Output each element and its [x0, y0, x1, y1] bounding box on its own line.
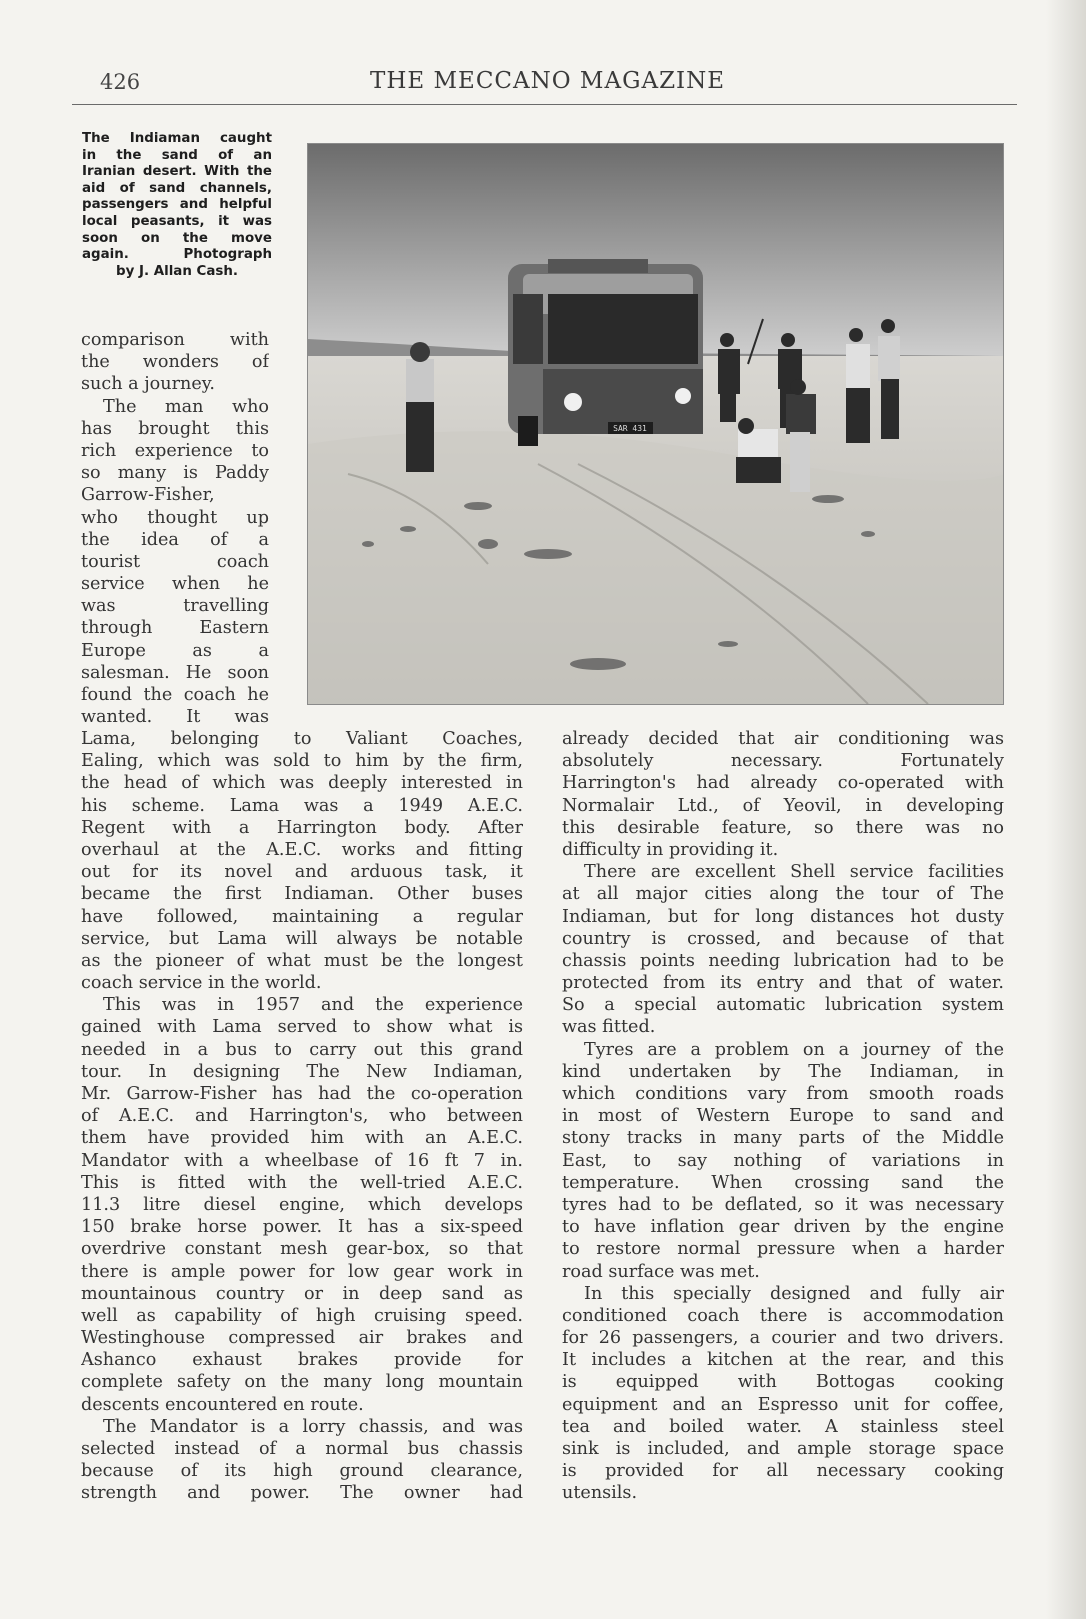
caption-line: passengers and helpful: [82, 197, 272, 213]
page-number: 426: [100, 70, 141, 94]
text-line: needed in a bus to carry out this grand: [81, 1039, 523, 1060]
text-line: became the first Indiaman. Other buses: [81, 884, 523, 905]
text-line: the head of which was deeply interested in: [81, 773, 523, 794]
text-line: at all major cities along the tour of The: [562, 884, 1004, 905]
text-line: Mr. Garrow-Fisher has had the co-operation: [81, 1084, 523, 1104]
text-line: there is ample power for low gear work in: [81, 1261, 523, 1282]
left-text-column: [81, 728, 523, 1505]
caption-line: soon on the move: [82, 230, 272, 246]
text-line: Westinghouse compressed air brakes and: [81, 1328, 523, 1349]
text-line: East, to say nothing of variations in: [562, 1150, 1004, 1171]
text-line: his scheme. Lama was a 1949 A.E.C.: [81, 795, 523, 816]
text-line: Ashanco exhaust brakes provide for: [81, 1350, 523, 1371]
text-line: so many is Paddy: [81, 463, 269, 484]
caption-line: in the sand of an: [82, 147, 272, 163]
text-line: This was in 1957 and the experience: [103, 995, 523, 1016]
text-line: who thought up: [81, 507, 269, 528]
header-rule: [72, 104, 1017, 105]
text-line: The man who: [103, 396, 269, 417]
text-line: rich experience to: [81, 440, 269, 461]
text-line: was fitted.: [562, 1017, 656, 1038]
text-line: descents encountered en route.: [81, 1394, 364, 1415]
caption-line: local peasants, it was: [82, 213, 272, 229]
text-line: was travelling: [81, 596, 269, 617]
text-line: chassis points needing lubrication had to be: [562, 950, 1004, 971]
text-line: them have provided him with an A.E.C.: [81, 1128, 523, 1149]
text-line: In this specially designed and fully air: [584, 1283, 1004, 1304]
text-line: through Eastern: [81, 618, 269, 639]
text-line: conditioned coach there is accommodation: [562, 1305, 1004, 1326]
text-line: equipment and an Espresso unit for coffee,: [562, 1394, 1004, 1415]
text-line: this desirable feature, so there was no: [562, 817, 1004, 838]
text-line: already decided that air conditioning was: [562, 729, 1004, 749]
text-line: to have inflation gear driven by the engine: [562, 1217, 1004, 1238]
text-line: gained with Lama served to show what is: [81, 1017, 523, 1038]
coach: [508, 259, 703, 446]
text-line: The Mandator is a lorry chassis, and was: [103, 1416, 523, 1437]
narrow-text-column: [81, 329, 269, 728]
text-line: tyres had to be deflated, so it was necessary: [562, 1194, 1004, 1215]
text-line: has brought this: [81, 418, 269, 439]
text-line: There are excellent Shell service facilities: [584, 862, 1004, 883]
text-line: sink is included, and ample storage space: [562, 1439, 1004, 1459]
caption-line: again. Photograph: [82, 247, 272, 263]
text-line: have followed, maintaining a regular: [81, 906, 523, 927]
text-line: coach service in the world.: [81, 973, 322, 994]
text-line: absolutely necessary. Fortunately: [562, 751, 1004, 772]
text-line: mountainous country or in deep sand as: [81, 1283, 523, 1304]
text-line: selected instead of a normal bus chassis: [81, 1439, 523, 1459]
text-line: out for its novel and arduous task, it: [81, 862, 523, 883]
right-text-column: [562, 728, 1004, 1505]
text-line: tour. In designing The New Indiaman,: [81, 1061, 523, 1082]
text-line: difficulty in providing it.: [562, 839, 779, 860]
text-line: utensils.: [562, 1483, 638, 1504]
text-line: Normalair Ltd., of Yeovil, in developing: [562, 795, 1004, 816]
text-line: tea and boiled water. A stainless steel: [562, 1416, 1004, 1437]
text-line: because of its high ground clearance,: [81, 1461, 523, 1482]
text-line: service, but Lama will always be notable: [81, 928, 523, 949]
running-head: THE MECCANO MAGAZINE: [370, 68, 726, 94]
text-line: Tyres are a problem on a journey of the: [584, 1039, 1004, 1060]
text-line: It includes a kitchen at the rear, and this: [562, 1350, 1004, 1371]
text-line: Europe as a: [81, 640, 269, 661]
text-line: complete safety on the many long mountain: [81, 1372, 523, 1393]
text-line: as the pioneer of what must be the longest: [81, 950, 523, 971]
number-plate: SAR 431: [613, 424, 647, 433]
caption-line: Iranian desert. With the: [82, 164, 272, 180]
text-line: such a journey.: [81, 374, 215, 395]
text-line: comparison with: [81, 330, 269, 350]
caption-line: The Indiaman caught: [82, 131, 272, 146]
caption-line: aid of sand channels,: [82, 180, 272, 196]
caption-line: by J. Allan Cash.: [116, 263, 238, 279]
text-line: kind undertaken by The Indiaman, in: [562, 1061, 1004, 1082]
text-line: strength and power. The owner had: [81, 1483, 523, 1504]
text-line: the idea of a: [81, 529, 269, 550]
text-line: 11.3 litre diesel engine, which develops: [81, 1194, 523, 1215]
text-line: Regent with a Harrington body. After: [81, 817, 523, 838]
text-line: well as capability of high cruising speed.: [81, 1305, 523, 1326]
text-line: 150 brake horse power. It has a six-speed: [81, 1217, 523, 1238]
text-line: Indiaman, but for long distances hot dusty: [562, 906, 1004, 927]
text-line: salesman. He soon: [81, 662, 269, 683]
text-line: to restore normal pressure when a harder: [562, 1239, 1004, 1260]
text-line: of A.E.C. and Harrington's, who between: [81, 1106, 523, 1127]
text-line: tourist coach: [81, 551, 269, 572]
text-line: for 26 passengers, a courier and two drivers.: [562, 1328, 1004, 1349]
text-line: Harrington's had already co-operated with: [562, 773, 1004, 794]
text-line: country is crossed, and because of that: [562, 928, 1004, 949]
text-line: the wonders of: [81, 352, 269, 373]
desert-coach-photo: [307, 143, 1004, 705]
text-line: is provided for all necessary cooking: [562, 1461, 1004, 1482]
text-line: This is fitted with the well-tried A.E.C.: [81, 1172, 523, 1193]
text-line: Mandator with a wheelbase of 16 ft 7 in.: [81, 1150, 523, 1171]
text-line: Garrow-Fisher,: [81, 485, 215, 506]
text-line: wanted. It was: [81, 707, 269, 728]
text-line: Ealing, which was sold to him by the firm,: [81, 751, 523, 772]
photo-illustration: [308, 144, 1004, 705]
text-line: stony tracks in many parts of the Middle: [562, 1128, 1004, 1149]
photo-caption: [82, 131, 272, 280]
text-line: overdrive constant mesh gear-box, so that: [81, 1239, 523, 1260]
text-line: service when he: [81, 574, 269, 595]
text-line: is equipped with Bottogas cooking: [562, 1372, 1004, 1393]
text-line: Lama, belonging to Valiant Coaches,: [81, 729, 523, 749]
text-line: temperature. When crossing sand the: [562, 1172, 1004, 1193]
text-line: in most of Western Europe to sand and: [562, 1106, 1004, 1127]
page-edge-shadow: [1046, 0, 1086, 1619]
text-line: protected from its entry and that of water.: [562, 973, 1004, 994]
text-line: So a special automatic lubrication system: [562, 995, 1004, 1016]
text-line: found the coach he: [81, 685, 269, 705]
text-line: which conditions vary from smooth roads: [562, 1084, 1004, 1104]
text-line: overhaul at the A.E.C. works and fitting: [81, 839, 523, 860]
text-line: road surface was met.: [562, 1261, 760, 1282]
